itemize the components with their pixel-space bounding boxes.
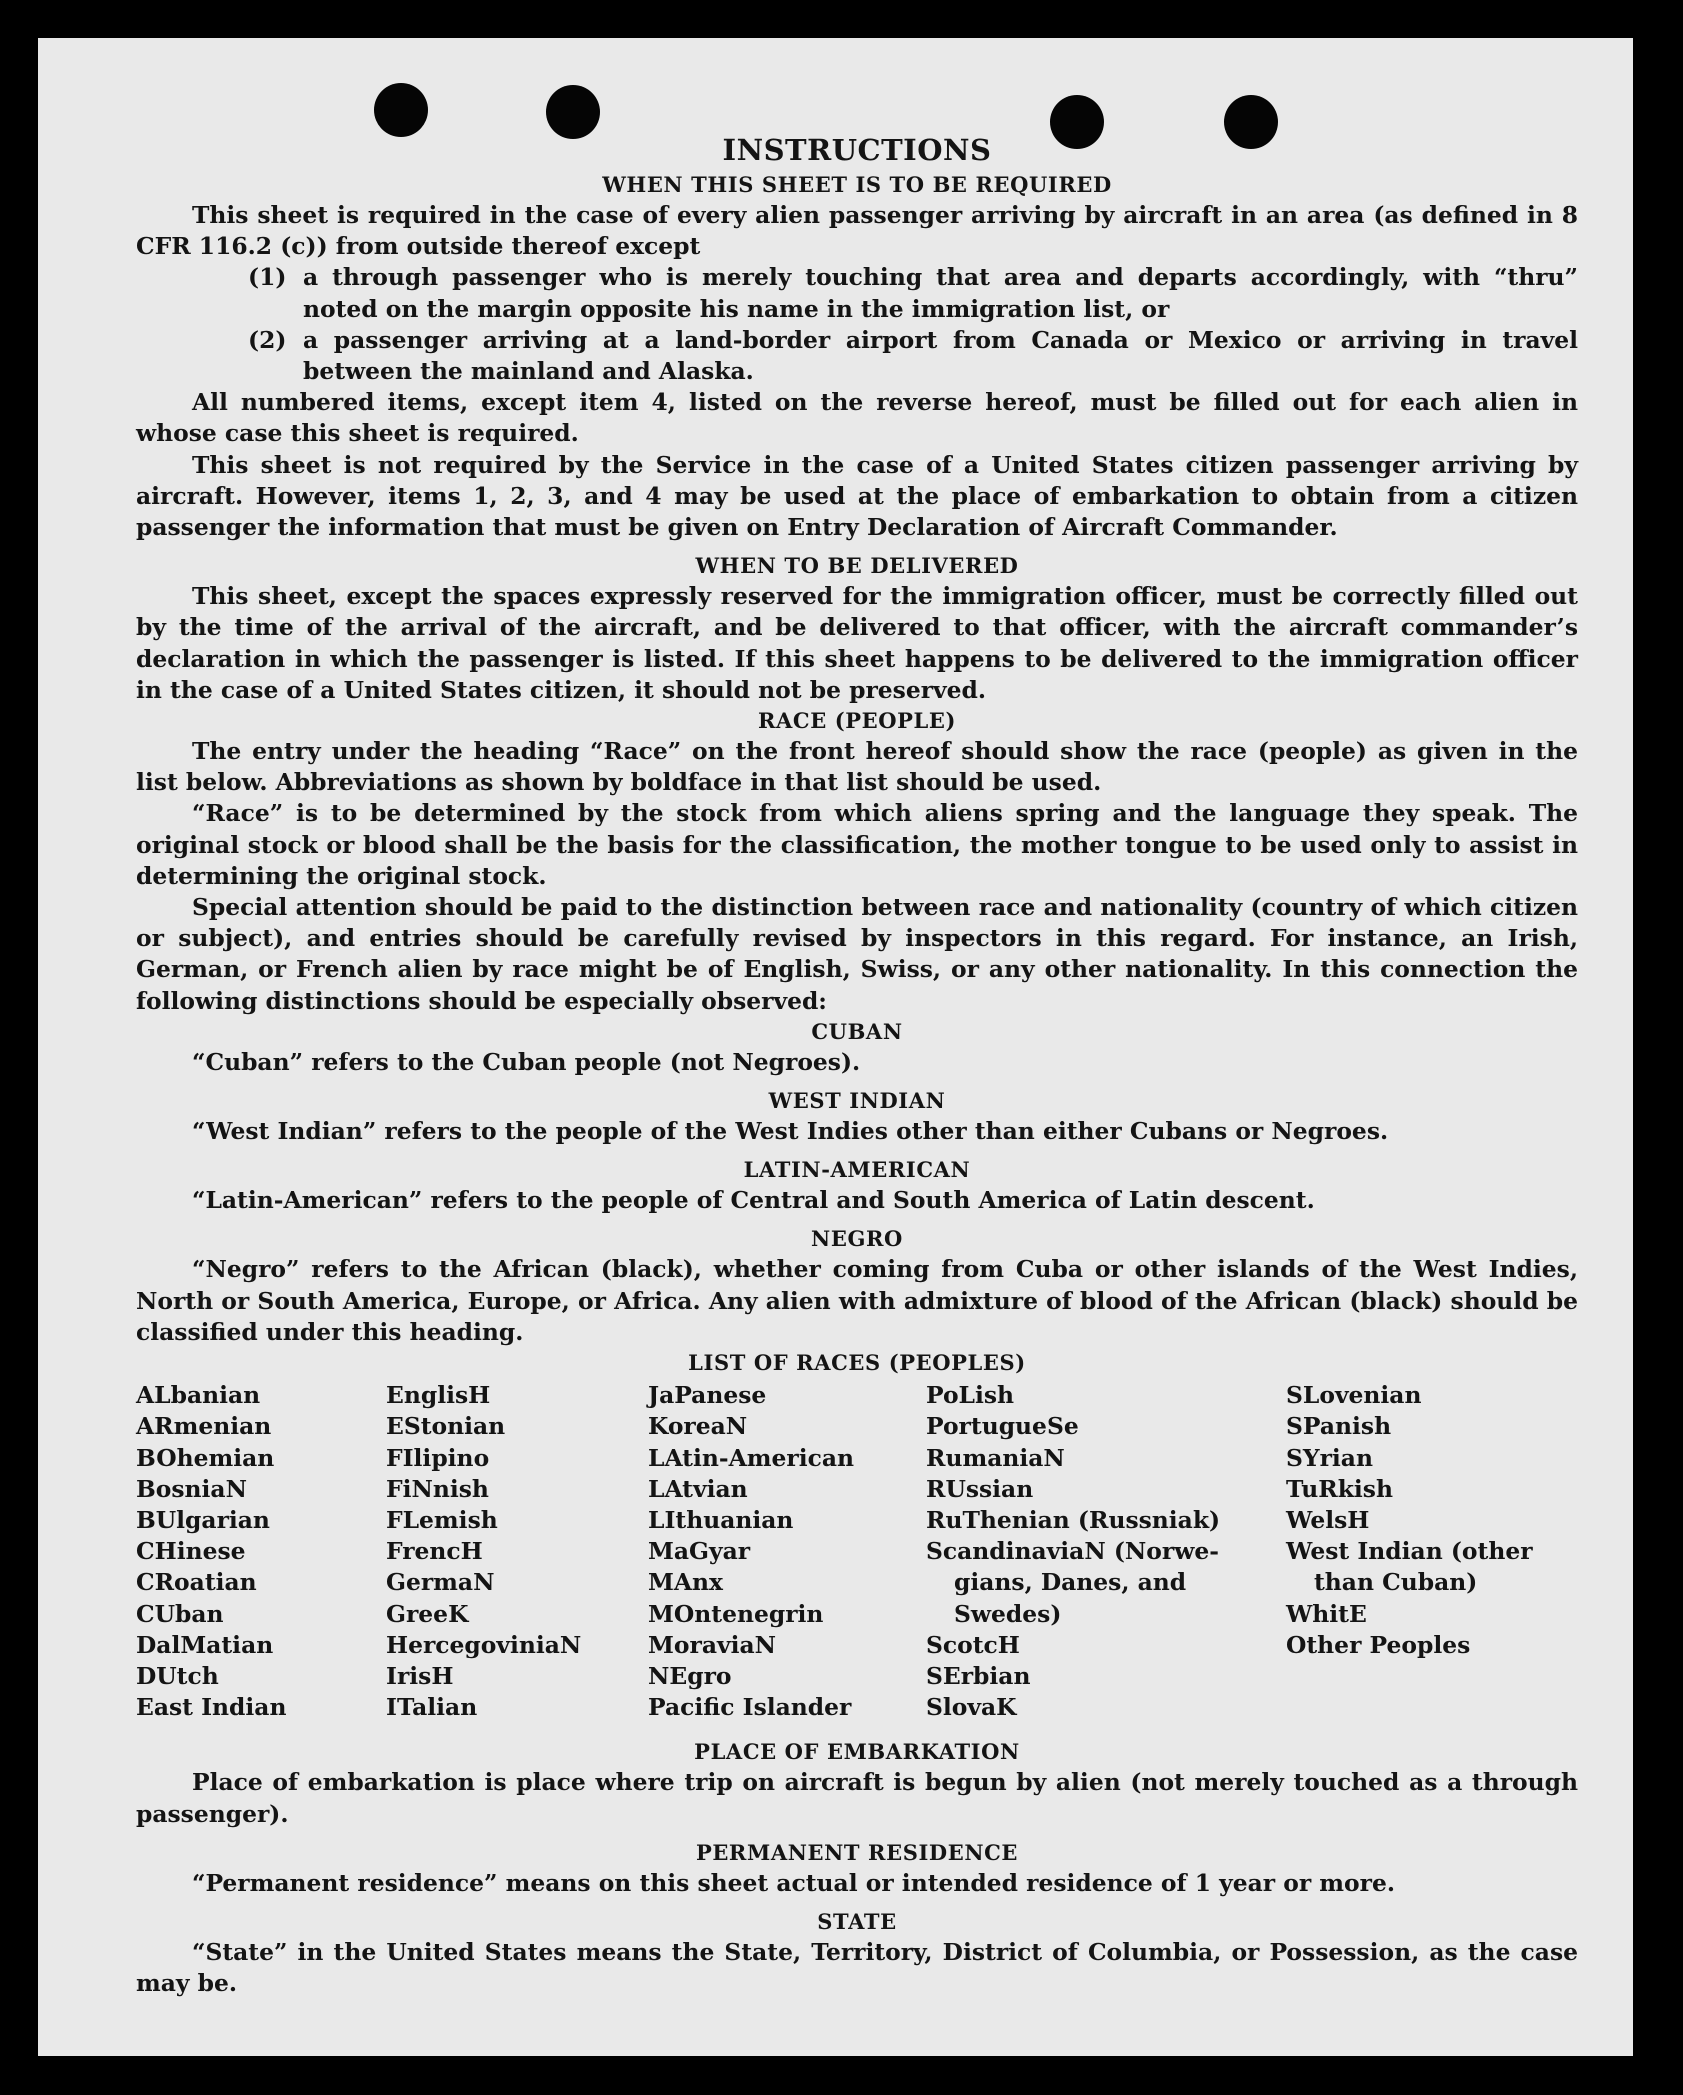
races-list bbox=[136, 1380, 1578, 1723]
race-entry: HercegoviniaN bbox=[386, 1630, 582, 1659]
heading-state: STATE bbox=[817, 1908, 897, 1934]
race-entry: NEgro bbox=[648, 1661, 732, 1690]
race-entry: DalMatian bbox=[136, 1630, 274, 1659]
delivered-paragraph: This sheet, except the spaces expressly reserved for the immigration officer, must be correctly filled out by the time of the arrival of the aircraft, and be delivered to that officer, with the aircraft commander’s declaration in which the passenger is listed. If this sheet happens to be delivered to the immigration officer in the case of a United States citizen, it should not be preserved. bbox=[136, 582, 1578, 704]
heading-race: RACE (PEOPLE) bbox=[757, 708, 957, 734]
race-entry: ITalian bbox=[386, 1693, 478, 1722]
race-entry-continued: Swedes) bbox=[954, 1599, 1062, 1628]
exception-item-2 bbox=[136, 325, 1578, 387]
race-entry-continued: gians, Danes, and bbox=[954, 1568, 1187, 1597]
race-entry: Other Peoples bbox=[1286, 1630, 1471, 1659]
race-entry: RUssian bbox=[926, 1474, 1034, 1503]
race-entry: EStonian bbox=[386, 1412, 506, 1441]
race-entry: FrencH bbox=[386, 1537, 483, 1566]
exception-item-1 bbox=[136, 262, 1578, 324]
race-entry: TuRkish bbox=[1286, 1474, 1393, 1503]
race-entry: SPanish bbox=[1286, 1412, 1392, 1441]
race-entry: FLemish bbox=[386, 1505, 498, 1534]
heading-when-delivered: WHEN TO BE DELIVERED bbox=[695, 553, 1019, 579]
heading-cuban: CUBAN bbox=[811, 1018, 903, 1044]
instructions-content bbox=[136, 130, 1578, 1999]
race-entry: ScandinaviaN (Norwe- bbox=[926, 1537, 1219, 1566]
required-intro: This sheet is required in the case of every alien passenger arriving by aircraft in an area (as defined in 8 CFR 116.2 (c)) from outside thereof except bbox=[136, 201, 1578, 261]
race-entry: MOntenegrin bbox=[648, 1599, 824, 1628]
residence-paragraph: “Permanent residence” means on this sheet actual or intended residence of 1 year or more. bbox=[192, 1868, 1395, 1897]
exception-text: a through passenger who is merely touching that area and departs accordingly, with “thru” noted on the margin opposite his name in the immigration list, or bbox=[303, 263, 1578, 323]
race-entry: SErbian bbox=[926, 1661, 1031, 1690]
race-entry: LAtin-American bbox=[648, 1443, 854, 1472]
exception-number: (1) bbox=[248, 263, 287, 292]
race-entry: ARmenian bbox=[136, 1412, 272, 1441]
races-column-5 bbox=[1286, 1380, 1576, 1723]
races-column-4 bbox=[926, 1380, 1286, 1723]
races-column-3 bbox=[648, 1380, 926, 1723]
race-entry: East Indian bbox=[136, 1693, 287, 1722]
heading-when-required: WHEN THIS SHEET IS TO BE REQUIRED bbox=[602, 172, 1112, 197]
race-entry: DUtch bbox=[136, 1661, 219, 1690]
race-paragraph-3: Special attention should be paid to the distinction between race and nationality (country of which citizen or subject), and entries should be carefully revised by inspectors in this regard. For instance, an Irish, German, or French alien by race might be of English, Swiss, or any other nationality. In this connection the following distinctions should be especially observed: bbox=[136, 893, 1578, 1015]
race-entry: MaGyar bbox=[648, 1537, 751, 1566]
state-paragraph: “State” in the United States means the State, Territory, District of Columbia, or Possession, as the case may be. bbox=[136, 1937, 1578, 1998]
races-column-1 bbox=[136, 1380, 386, 1723]
race-entry: IrisH bbox=[386, 1661, 454, 1690]
race-entry: SYrian bbox=[1286, 1443, 1373, 1472]
exception-text: a passenger arriving at a land-border airport from Canada or Mexico or arriving in travel between the mainland and Alaska. bbox=[303, 325, 1578, 386]
race-entry: EnglisH bbox=[386, 1381, 491, 1410]
punch-hole-1 bbox=[374, 83, 428, 137]
races-column-2 bbox=[386, 1380, 648, 1723]
race-entry: PoLish bbox=[926, 1381, 1015, 1410]
page-title: INSTRUCTIONS bbox=[722, 133, 992, 167]
race-entry: CHinese bbox=[136, 1537, 246, 1566]
race-entry: BOhemian bbox=[136, 1443, 275, 1472]
document-page bbox=[38, 38, 1633, 2056]
race-entry: RuThenian (Russniak) bbox=[926, 1505, 1221, 1534]
race-entry-continued: than Cuban) bbox=[1314, 1568, 1478, 1597]
cuban-paragraph: “Cuban” refers to the Cuban people (not Negroes). bbox=[192, 1047, 861, 1076]
exception-number: (2) bbox=[248, 325, 287, 354]
heading-negro: NEGRO bbox=[811, 1226, 903, 1252]
heading-permanent-residence: PERMANENT RESIDENCE bbox=[695, 1839, 1019, 1865]
race-paragraph-1: The entry under the heading “Race” on the front hereof should show the race (people) as given in the list below. Abbreviations as shown by boldface in that list should be used. bbox=[136, 737, 1578, 797]
race-entry: WhitE bbox=[1286, 1599, 1367, 1628]
race-entry: ALbanian bbox=[136, 1381, 261, 1410]
race-entry: RumaniaN bbox=[926, 1443, 1065, 1472]
race-entry: BosniaN bbox=[136, 1474, 247, 1503]
race-entry: SlovaK bbox=[926, 1693, 1017, 1722]
race-entry: GreeK bbox=[386, 1599, 469, 1628]
race-entry: FiNnish bbox=[386, 1474, 489, 1503]
west-indian-paragraph: “West Indian” refers to the people of the West Indies other than either Cubans or Negroes. bbox=[192, 1117, 1389, 1146]
race-entry: LIthuanian bbox=[648, 1505, 794, 1534]
numbered-items-paragraph: All numbered items, except item 4, listed on the reverse hereof, must be filled out for each alien in whose case this sheet is required. bbox=[136, 388, 1578, 448]
race-entry: SLovenian bbox=[1286, 1381, 1422, 1410]
race-entry: MAnx bbox=[648, 1568, 723, 1597]
heading-latin-american: LATIN-AMERICAN bbox=[743, 1157, 971, 1183]
race-entry: ScotcH bbox=[926, 1630, 1020, 1659]
race-entry: JaPanese bbox=[648, 1381, 767, 1410]
race-entry: CRoatian bbox=[136, 1568, 257, 1597]
race-entry: KoreaN bbox=[648, 1412, 748, 1441]
heading-west-indian: WEST INDIAN bbox=[768, 1088, 946, 1114]
race-paragraph-2: “Race” is to be determined by the stock from which aliens spring and the language they speak. The original stock or blood shall be the basis for the classification, the mother tongue to be used only to assist in determining the original stock. bbox=[136, 799, 1578, 890]
race-entry: Pacific Islander bbox=[648, 1693, 852, 1722]
race-entry: BUlgarian bbox=[136, 1505, 270, 1534]
race-entry: MoraviaN bbox=[648, 1630, 776, 1659]
race-entry: GermaN bbox=[386, 1568, 495, 1597]
heading-list-of-races: LIST OF RACES (PEOPLES) bbox=[688, 1350, 1026, 1376]
heading-place-of-embarkation: PLACE OF EMBARKATION bbox=[694, 1739, 1020, 1765]
latin-american-paragraph: “Latin-American” refers to the people of Central and South America of Latin descent. bbox=[192, 1186, 1315, 1215]
race-entry: West Indian (other bbox=[1286, 1537, 1533, 1566]
not-required-paragraph: This sheet is not required by the Service in the case of a United States citizen passenger arriving by aircraft. However, items 1, 2, 3, and 4 may be used at the place of embarkation to obtain from a citizen passenger the information that must be given on Entry Declaration of Aircraft Commander. bbox=[136, 450, 1578, 542]
embarkation-paragraph: Place of embarkation is place where trip on aircraft is begun by alien (not merely touched as a through passenger). bbox=[136, 1768, 1578, 1828]
race-entry: CUban bbox=[136, 1599, 224, 1628]
race-entry: PortugueSe bbox=[926, 1412, 1079, 1441]
race-entry: WelsH bbox=[1286, 1505, 1370, 1534]
race-entry: LAtvian bbox=[648, 1474, 748, 1503]
negro-paragraph: “Negro” refers to the African (black), whether coming from Cuba or other islands of the West Indies, North or South America, Europe, or Africa. Any alien with admixture of blood of the African (black) should be classified under this heading. bbox=[136, 1255, 1578, 1346]
race-entry: FIlipino bbox=[386, 1443, 490, 1472]
